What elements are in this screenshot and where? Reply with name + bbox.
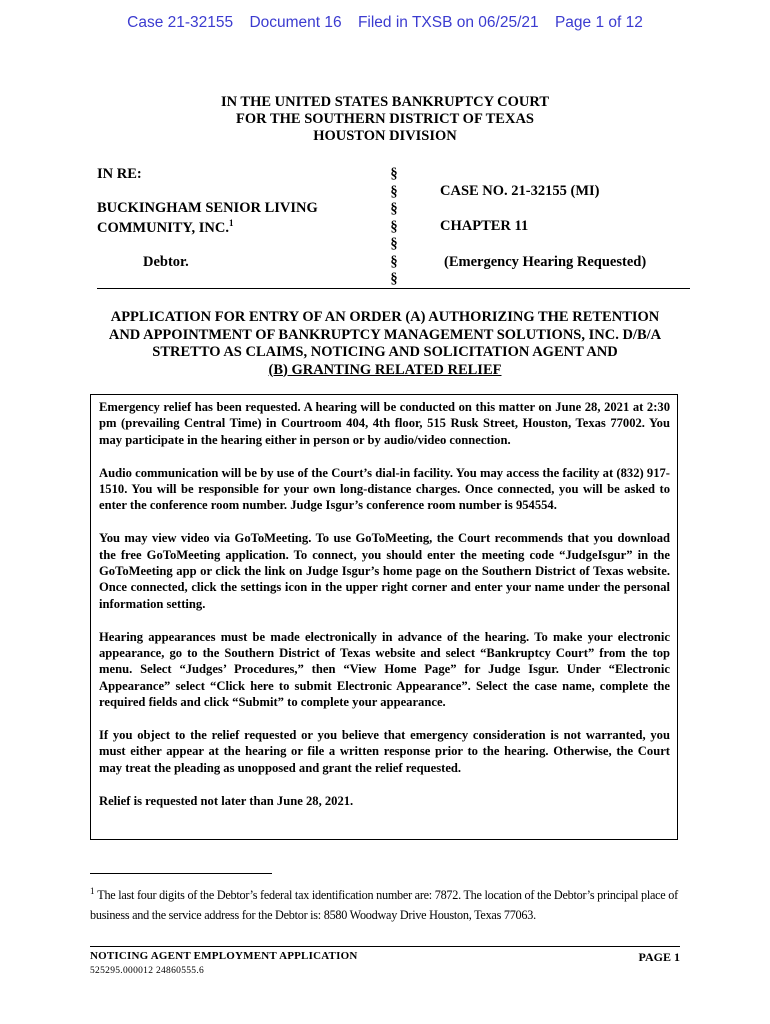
document-number-stamp: Document 16 (249, 14, 342, 31)
title-line: STRETTO AS CLAIMS, NOTICING AND SOLICITATION AGENT AND (152, 344, 618, 360)
section-symbol: § (390, 253, 398, 270)
case-number-stamp: Case 21-32155 (127, 14, 234, 31)
notice-appearance-paragraph: Hearing appearances must be made electronically in advance of the hearing. To make your electronic appearance, go to the Southern District of Texas website and select “Bankruptcy Court” from the top menu. Select “Judges’ Procedures,” then “View Home Page” for Judge Isgur. Under “Electronic Appearance” select “Click here to submit Electronic Appearance”. Select the case name, complete the required fields and click “Submit” to complete your appearance. (99, 629, 670, 710)
court-name: IN THE UNITED STATES BANKRUPTCY COURT (220, 94, 550, 110)
footnote-marker: 1 (228, 218, 234, 228)
page-footer-number: PAGE 1 (638, 950, 680, 964)
ecf-filing-header (0, 14, 770, 32)
in-re-label: IN RE: (97, 166, 142, 182)
section-symbol: § (390, 236, 398, 252)
chapter-label: CHAPTER 11 (440, 218, 529, 234)
section-symbol: § (390, 201, 398, 217)
emergency-relief-notice-box (90, 394, 678, 840)
section-symbol: § (390, 183, 398, 200)
footnote (90, 882, 682, 925)
notice-relief-deadline: Relief is requested not later than June 28, 2021. (99, 793, 354, 808)
footnote-text: The last four digits of the Debtor’s federal tax identification number are: 7872. The location of the Debtor’s principal place of business and the service address for the Debtor is: 8580 Woodway Drive Houston, Texas 77063. (90, 888, 678, 922)
filed-date-stamp: Filed in TXSB on 06/25/21 (357, 14, 539, 31)
title-line: AND APPOINTMENT OF BANKRUPTCY MANAGEMENT SOLUTIONS, INC. D/B/A (108, 326, 662, 343)
court-heading (0, 94, 770, 145)
notice-video-paragraph: You may view video via GoToMeeting. To use GoToMeeting, the Court recommends that you download the free GoToMeeting application. To connect, you should enter the meeting code “JudgeIsgur” in the GoToMeeting app or click the link on Judge Isgur’s home page on the Southern District of Texas website. Once connected, click the settings icon in the upper right corner and enter your name under the personal information setting. (99, 531, 670, 611)
case-caption (97, 166, 690, 290)
debtor-name-line1: BUCKINGHAM SENIOR LIVING (97, 200, 318, 216)
emergency-hearing-note: (Emergency Hearing Requested) (444, 254, 647, 270)
document-title (90, 309, 680, 379)
section-symbol: § (390, 166, 398, 182)
court-district: FOR THE SOUTHERN DISTRICT OF TEXAS (235, 111, 534, 127)
caption-divider (97, 288, 690, 289)
section-symbol: § (390, 271, 398, 287)
document-id: 525295.000012 24860555.6 (90, 966, 205, 976)
debtor-label: Debtor. (143, 254, 189, 270)
case-number: CASE NO. 21-32155 (MI) (440, 183, 600, 199)
title-line: APPLICATION FOR ENTRY OF AN ORDER (A) AUTHORIZING THE RETENTION (110, 309, 660, 325)
debtor-name-line2: COMMUNITY, INC.$^1$ (97, 218, 234, 236)
page-footer-title: NOTICING AGENT EMPLOYMENT APPLICATION (90, 950, 358, 962)
notice-audio-paragraph: Audio communication will be by use of the Court’s dial-in facility. You may access the facility at (832) 917-1510. You will be responsible for your own long-distance charges. Once connected, you will be asked to enter the conference room number. Judge Isgur’s conference room number is 954554. (99, 465, 670, 513)
section-symbol: § (390, 218, 398, 235)
section-symbol-column (387, 166, 401, 289)
notice-objection-paragraph: If you object to the relief requested or you believe that emergency consideration is not warranted, you must either appear at the hearing or file a written response prior to the hearing. Otherwise, the Court may treat the pleading as unopposed and grant the relief requested. (99, 728, 670, 775)
footnote-number: 1 (90, 886, 95, 896)
page-count-stamp: Page 1 of 12 (554, 14, 643, 31)
title-line: (B) GRANTING RELATED RELIEF (268, 361, 502, 378)
notice-hearing-paragraph: Emergency relief has been requested. A hearing will be conducted on this matter on June 28, 2021 at 2:30 pm (prevailing Central Time) in Courtroom 404, 4th floor, 515 Rusk Street, Houston, Texas 77002. You may participate in the hearing either in person or by audio/video connection. (99, 400, 670, 447)
court-division: HOUSTON DIVISION (313, 128, 457, 144)
page-footer-divider (90, 946, 680, 947)
footnote-separator (90, 873, 272, 874)
